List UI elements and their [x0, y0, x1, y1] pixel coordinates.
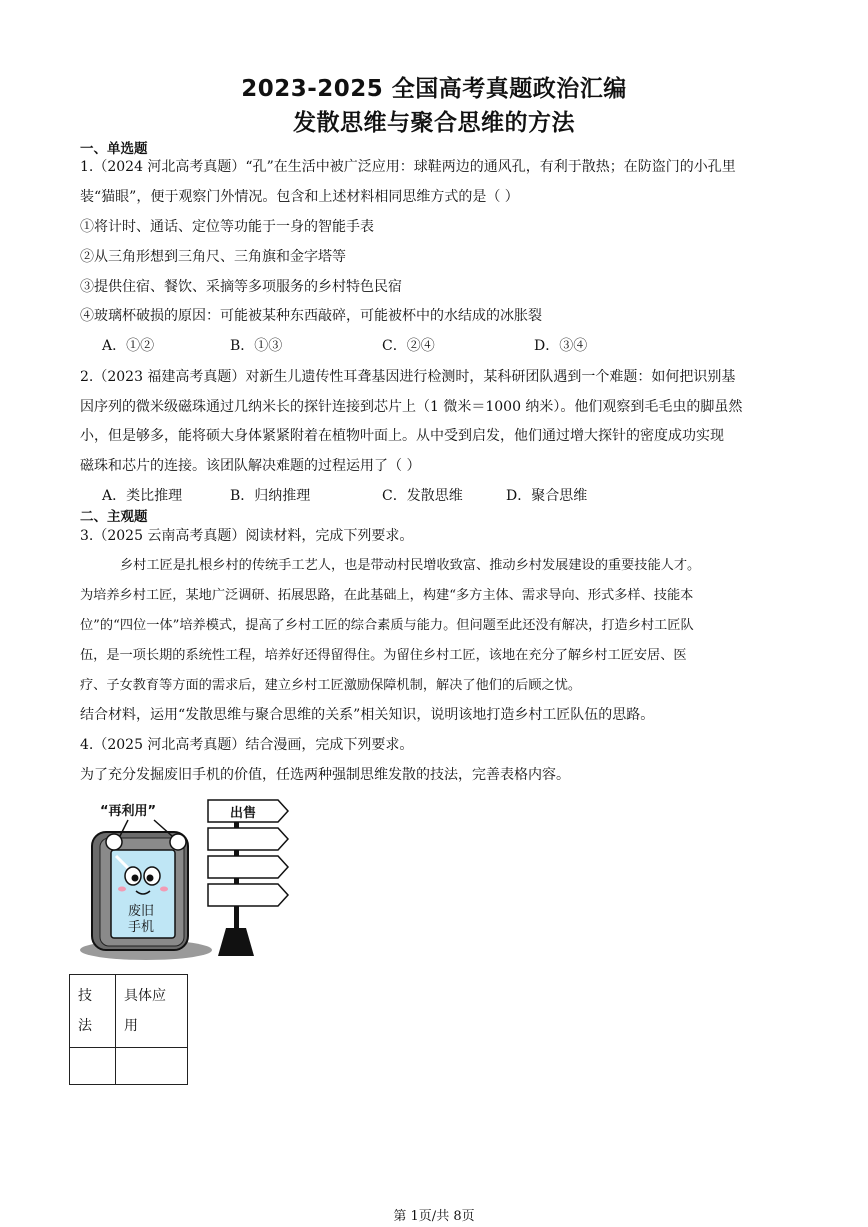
q2-option-b[interactable]: B．归纳推理 — [230, 488, 311, 504]
q1-item-2: ②从三角形想到三角尺、三角旗和金字塔等 — [80, 249, 346, 265]
page-footer: 第 1页/共 8页 — [393, 1209, 475, 1224]
table-row — [70, 975, 188, 1048]
q1-option-b[interactable]: B．①③ — [230, 338, 283, 354]
q3-material-5: 疗、子女教育等方面的需求后，建立乡村工匠激励保障机制，解决了他们的后顾之忧。 — [80, 678, 582, 693]
q3-task: 结合材料，运用“发散思维与聚合思维的关系”相关知识，说明该地打造乡村工匠队伍的思路。 — [80, 707, 655, 723]
q4-line-1: 4.（2025 河北高考真题）结合漫画，完成下列要求。 — [80, 737, 414, 753]
q2-option-d[interactable]: D．聚合思维 — [506, 488, 588, 504]
q1-option-d[interactable]: D．③④ — [534, 338, 588, 354]
q3-material-2: 为培养乡村工匠，某地广泛调研、拓展思路，在此基础上，构建“多方主体、需求导向、形式多样、技能本 — [80, 588, 694, 603]
table-cell-application-answer[interactable] — [116, 1048, 188, 1085]
q3-material-1: 乡村工匠是扎根乡村的传统手工艺人，也是带动村民增收致富、推动乡村发展建设的重要技能人才。 — [120, 558, 701, 573]
table-header-application-2: 用 — [124, 1018, 138, 1034]
section-heading-subjective: 二、主观题 — [80, 509, 148, 525]
section-heading-single-choice: 一、单选题 — [80, 141, 148, 157]
q1-item-3: ③提供住宿、餐饮、采摘等多项服务的乡村特色民宿 — [80, 279, 402, 295]
q1-line-1: 1.（2024 河北高考真题）“孔”在生活中被广泛应用：球鞋两边的通风孔，有利于散热；在防盗门的小孔里 — [80, 159, 736, 175]
cartoon-caption: “再利用” — [100, 804, 157, 819]
q3-material-4: 伍，是一项长期的系统性工程，培养好还得留得住。为留住乡村工匠，该地在充分了解乡村工匠安居、医 — [80, 648, 687, 663]
q2-option-c[interactable]: C．发散思维 — [382, 488, 463, 504]
table-header-technique — [70, 975, 116, 1048]
table-row — [70, 1048, 188, 1085]
phone-screen-text-2: 手机 — [128, 920, 155, 935]
q4-line-2: 为了充分发掘废旧手机的价值，任选两种强制思维发散的技法，完善表格内容。 — [80, 767, 570, 783]
table-cell-technique-answer[interactable] — [70, 1048, 116, 1085]
q2-line-1: 2.（2023 福建高考真题）对新生儿遗传性耳聋基因进行检测时，某科研团队遇到一个难题：如何把识别基 — [80, 369, 736, 385]
answer-table — [69, 974, 188, 1085]
q1-option-a[interactable]: A．①② — [102, 338, 155, 354]
page-subtitle: 发散思维与聚合思维的方法 — [293, 110, 575, 136]
page-title: 2023-2025 全国高考真题政治汇编 — [241, 76, 627, 102]
q1-option-c[interactable]: C．②④ — [382, 338, 435, 354]
table-header-technique-1: 技 — [78, 988, 92, 1004]
q3-material-3: 位”的“四位一体”培养模式，提高了乡村工匠的综合素质与能力。但问题至此还没有解决，打造乡村工匠队 — [80, 618, 694, 633]
q1-line-2: 装“猫眼”，便于观察门外情况。包含和上述材料相同思维方式的是（ ） — [80, 189, 519, 205]
table-header-application-1: 具体应 — [124, 988, 166, 1004]
cartoon-phone-signpost — [78, 796, 293, 962]
phone-screen-text-1: 废旧 — [128, 904, 155, 919]
table-header-application — [116, 975, 188, 1048]
q2-line-4: 磁珠和芯片的连接。该团队解决难题的过程运用了（ ） — [80, 458, 421, 474]
q2-option-a[interactable]: A．类比推理 — [102, 488, 183, 504]
q3-line-1: 3.（2025 云南高考真题）阅读材料，完成下列要求。 — [80, 528, 414, 544]
q1-item-4: ④玻璃杯破损的原因：可能被某种东西敲碎，可能被杯中的水结成的冰胀裂 — [80, 308, 542, 324]
signpost-label-sell: 出售 — [230, 806, 257, 821]
q2-line-2: 因序列的微米级磁珠通过几纳米长的探针连接到芯片上（1 微米＝1000 纳米）。他们观察到毛毛虫的脚虽然 — [80, 399, 743, 415]
table-header-technique-2: 法 — [78, 1018, 92, 1034]
q2-line-3: 小，但是够多，能将硕大身体紧紧附着在植物叶面上。从中受到启发，他们通过增大探针的密度成功实现 — [80, 428, 724, 444]
q1-item-1: ①将计时、通话、定位等功能于一身的智能手表 — [80, 219, 374, 235]
